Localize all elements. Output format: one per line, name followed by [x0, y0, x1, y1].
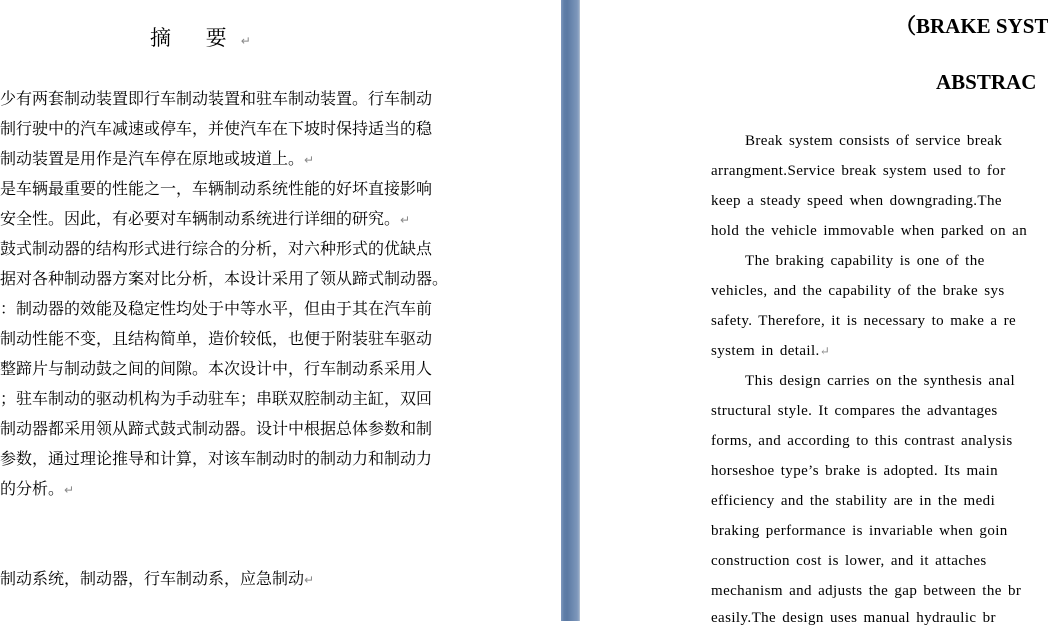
paragraph-mark-icon: ↵ — [400, 213, 411, 227]
body-line: horseshoe type’s brake is adopted. Its main — [711, 463, 999, 479]
paragraph-mark-icon: ↵ — [304, 153, 315, 167]
body-line: forms, and according to this contrast analysis — [711, 433, 1013, 449]
paragraph-mark-icon: ↵ — [819, 344, 831, 358]
body-line: easily.The design uses manual hydraulic br — [711, 610, 996, 626]
abstract-heading-en: ABSTRAC — [936, 70, 1037, 94]
right-document-page — [580, 0, 1048, 626]
body-line: 参数，通过理论推导和计算，对该车制动时的制动力和制动力 — [0, 449, 433, 468]
body-line: 制动装置是用作是汽车停在原地或坡道上。↵ — [0, 149, 315, 168]
body-line: structural style. It compares the advantages — [711, 403, 998, 419]
body-line: 的分析。↵ — [0, 479, 75, 498]
body-line: 整蹄片与制动鼓之间的间隙。本次设计中，行车制动系采用人 — [0, 359, 433, 378]
body-line: safety. Therefore, it is necessary to make a re — [711, 313, 1017, 329]
body-line: efficiency and the stability are in the medi — [711, 493, 996, 509]
english-title: （BRAKE SYST — [895, 14, 1048, 38]
body-line: arrangment.Service break system used to for — [711, 163, 1006, 179]
body-line: 据对各种制动器方案对比分析，本设计采用了领从蹄式制动器。 — [0, 269, 449, 288]
body-line: 少有两套制动装置即行车制动装置和驻车制动装置。行车制动 — [0, 89, 433, 108]
body-line: This design carries on the synthesis anal — [745, 373, 1016, 389]
body-line: 安全性。因此，有必要对车辆制动系统进行详细的研究。↵ — [0, 209, 411, 228]
body-line: system in detail.↵ — [711, 343, 831, 359]
body-line: hold the vehicle immovable when parked on an — [711, 223, 1028, 239]
abstract-title-zh: 摘 要↵ — [150, 26, 265, 50]
body-line: 鼓式制动器的结构形式进行综合的分析，对六种形式的优缺点 — [0, 239, 433, 258]
body-line: keep a steady speed when downgrading.The — [711, 193, 1002, 209]
body-line: 是车辆最重要的性能之一，车辆制动系统性能的好坏直接影响 — [0, 179, 433, 198]
body-line: ；驻车制动的驱动机构为手动驻车；串联双腔制动主缸，双回 — [0, 389, 433, 408]
body-line: vehicles, and the capability of the brake sys — [711, 283, 1005, 299]
body-line: construction cost is lower, and it attaches — [711, 553, 987, 569]
body-line: 制动性能不变，且结构简单，造价较低，也便于附装驻车驱动 — [0, 329, 433, 348]
body-line: 制行驶中的汽车减速或停车，并使汽车在下坡时保持适当的稳 — [0, 119, 433, 138]
keywords-line: 制动系统，制动器，行车制动系，应急制动↵ — [0, 569, 315, 588]
body-line: braking performance is invariable when goin — [711, 523, 1008, 539]
paragraph-mark-icon: ↵ — [304, 573, 315, 587]
body-line: mechanism and adjusts the gap between the br — [711, 583, 1022, 599]
page-gap — [561, 0, 580, 621]
paragraph-mark-icon: ↵ — [64, 483, 75, 497]
body-line: Break system consists of service break — [745, 133, 1003, 149]
paragraph-mark-icon: ↵ — [240, 34, 265, 48]
body-line: ：制动器的效能及稳定性均处于中等水平，但由于其在汽车前 — [0, 299, 433, 318]
body-line: The braking capability is one of the — [745, 253, 985, 269]
body-line: 制动器都采用领从蹄式鼓式制动器。设计中根据总体参数和制 — [0, 419, 433, 438]
